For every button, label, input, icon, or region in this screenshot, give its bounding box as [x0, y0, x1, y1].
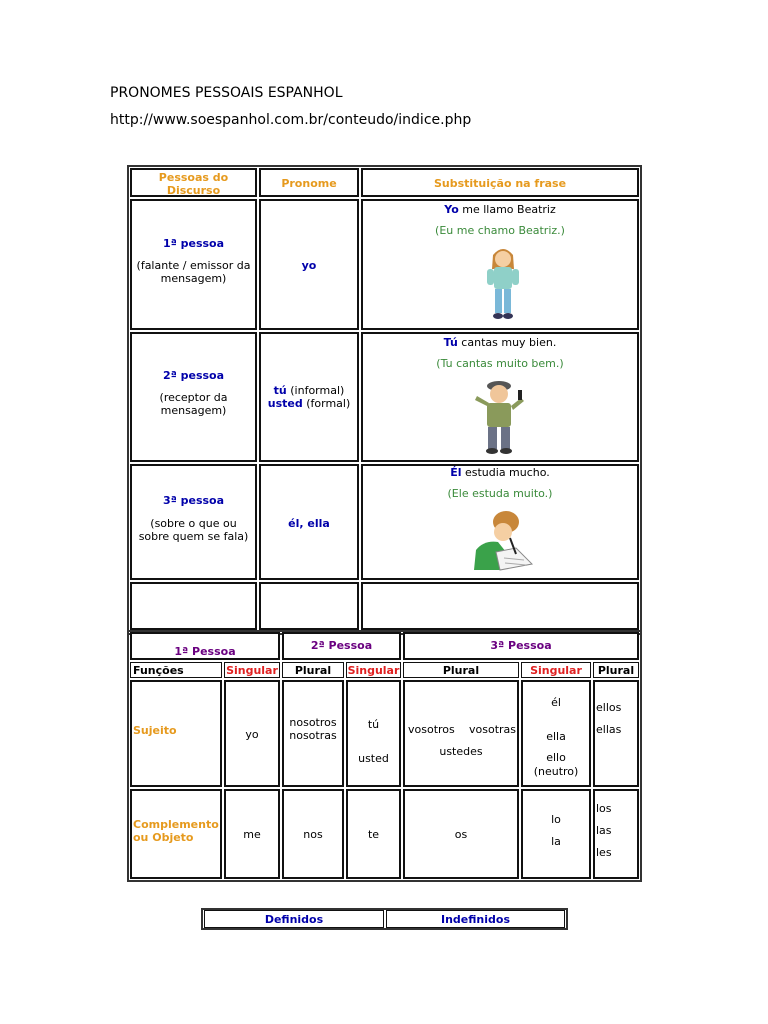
sujeito-yo: yo [245, 728, 259, 741]
sujeito-singular-2 [346, 680, 401, 787]
sujeito-neutro: (neutro) [533, 765, 579, 778]
group-1a-pessoa [130, 632, 280, 660]
row1-sentence [363, 203, 637, 216]
header-indefinidos [386, 910, 565, 928]
col-plural-1 [282, 662, 344, 678]
complemento-les: les [596, 846, 612, 859]
sujeito-ustedes: ustedes [439, 745, 483, 758]
complemento-plural-3 [593, 789, 639, 879]
complemento-singular-3 [521, 789, 591, 879]
col-singular-1-label: Singular [226, 664, 278, 677]
sujeito-el: él [551, 696, 561, 709]
header-substituicao-label: Substituição na frase [433, 177, 567, 190]
complemento-plural-2 [403, 789, 519, 879]
complemento-la: la [551, 835, 561, 848]
row2-sentence-rest: cantas muy bien. [457, 336, 557, 349]
complemento-te: te [367, 828, 380, 841]
row3-sentence [363, 466, 637, 479]
row1-pronoun-cell [259, 199, 359, 330]
col-plural-2-label: Plural [442, 664, 480, 677]
row1-description: (falante / emissor da mensagem) [136, 259, 251, 285]
complemento-os: os [454, 828, 468, 841]
header-pessoas-label: Pessoas do Discurso [158, 171, 229, 197]
row2-pronoun-cell [259, 332, 359, 462]
col-funcoes [130, 662, 222, 678]
complemento-singular-2 [346, 789, 401, 879]
sujeito-tu: tú [367, 718, 380, 731]
group-1a-pessoa-label: 1ª Pessoa [174, 645, 236, 658]
row2-person: 2ª pessoa [162, 369, 225, 382]
sujeito-ello: ello [546, 751, 566, 764]
student-illustration [470, 508, 534, 572]
row3-translation: (Ele estuda muito.) [447, 487, 553, 500]
row3-sentence-cell [361, 464, 639, 580]
group-3a-pessoa [403, 632, 639, 660]
row1-sentence-pronoun: Yo [444, 203, 459, 216]
row-sujeito-label-cell [130, 680, 222, 787]
sujeito-vosotros: vosotros [408, 723, 455, 736]
row1-person-cell [130, 199, 257, 330]
empty-cell-3 [361, 582, 639, 630]
header-substituicao [361, 168, 639, 197]
col-singular-2-label: Singular [347, 664, 400, 677]
row2-sentence [363, 336, 637, 349]
col-singular-3 [521, 662, 591, 678]
complemento-me: me [243, 828, 261, 841]
row-complemento-label-b: ou Objeto [133, 831, 194, 844]
sujeito-plural-2 [403, 680, 519, 787]
header-pronome-label: Pronome [281, 177, 337, 190]
row2-formal-label: (formal) [302, 397, 351, 410]
row1-translation: (Eu me chamo Beatriz.) [435, 224, 565, 237]
complemento-nos: nos [303, 828, 323, 841]
group-2a-pessoa [282, 632, 401, 660]
source-url[interactable]: http://www.soespanhol.com.br/conteudo/indice.php [110, 112, 472, 128]
row1-person: 1ª pessoa [162, 237, 225, 250]
col-singular-1 [224, 662, 280, 678]
sujeito-vosotras: vosotras [469, 723, 517, 736]
sujeito-usted: usted [358, 752, 389, 765]
row2-informal-label: (informal) [286, 384, 345, 397]
sujeito-singular-3 [521, 680, 591, 787]
row2-translation: (Tu cantas muito bem.) [436, 357, 564, 370]
row1-sentence-cell [361, 199, 639, 330]
row1-pronoun: yo [301, 259, 317, 272]
col-singular-3-label: Singular [530, 664, 582, 677]
group-3a-pessoa-label: 3ª Pessoa [490, 639, 552, 652]
col-plural-3-label: Plural [597, 664, 635, 677]
complemento-los: los [596, 802, 612, 815]
complemento-lo: lo [551, 813, 561, 826]
col-plural-2 [403, 662, 519, 678]
complemento-las: las [596, 824, 612, 837]
row3-pronoun: él, ella [288, 517, 330, 530]
girl-illustration [483, 245, 523, 323]
col-plural-1-label: Plural [294, 664, 332, 677]
header-pessoas [130, 168, 257, 197]
complemento-singular-1 [224, 789, 280, 879]
page-title: PRONOMES PESSOAIS ESPANHOL [110, 85, 343, 101]
sujeito-ella: ella [546, 730, 566, 743]
row2-tu: tú [273, 384, 287, 397]
row2-sentence-cell [361, 332, 639, 462]
row2-description: (receptor da mensagem) [159, 391, 228, 417]
row2-person-cell [130, 332, 257, 462]
col-funcoes-label: Funções [133, 664, 184, 677]
row3-description: (sobre o que ou sobre quem se fala) [138, 517, 249, 543]
row3-sentence-rest: estudia mucho. [461, 466, 550, 479]
row2-pronoun-formal [261, 397, 357, 410]
row3-person-cell [130, 464, 257, 580]
sujeito-nosotras: nosotras [289, 729, 337, 742]
row-sujeito-label: Sujeito [133, 724, 177, 737]
row2-pronoun-informal [261, 384, 357, 397]
header-definidos [204, 910, 384, 928]
sujeito-nosotros: nosotros [289, 716, 337, 729]
header-indefinidos-label: Indefinidos [441, 913, 510, 926]
sujeito-ellos: ellos [596, 701, 622, 714]
row3-pronoun-cell [259, 464, 359, 580]
group-2a-pessoa-label: 2ª Pessoa [310, 639, 373, 652]
empty-cell-1 [130, 582, 257, 630]
sujeito-ellas: ellas [596, 723, 622, 736]
header-definidos-label: Definidos [264, 913, 324, 926]
row1-sentence-rest: me llamo Beatriz [458, 203, 556, 216]
sujeito-plural-1 [282, 680, 344, 787]
empty-cell-2 [259, 582, 359, 630]
singer-illustration [471, 376, 533, 456]
header-pronome [259, 168, 359, 197]
row3-sentence-pronoun: Él [450, 466, 462, 479]
row2-sentence-pronoun: Tú [443, 336, 458, 349]
row-complemento-label-a: Complemento [133, 818, 219, 831]
sujeito-singular-1 [224, 680, 280, 787]
row3-person: 3ª pessoa [162, 494, 225, 507]
row-complemento-label-cell [130, 789, 222, 879]
row2-usted: usted [267, 397, 303, 410]
sujeito-plural-3 [593, 680, 639, 787]
complemento-plural-1 [282, 789, 344, 879]
col-plural-3 [593, 662, 639, 678]
col-singular-2 [346, 662, 401, 678]
